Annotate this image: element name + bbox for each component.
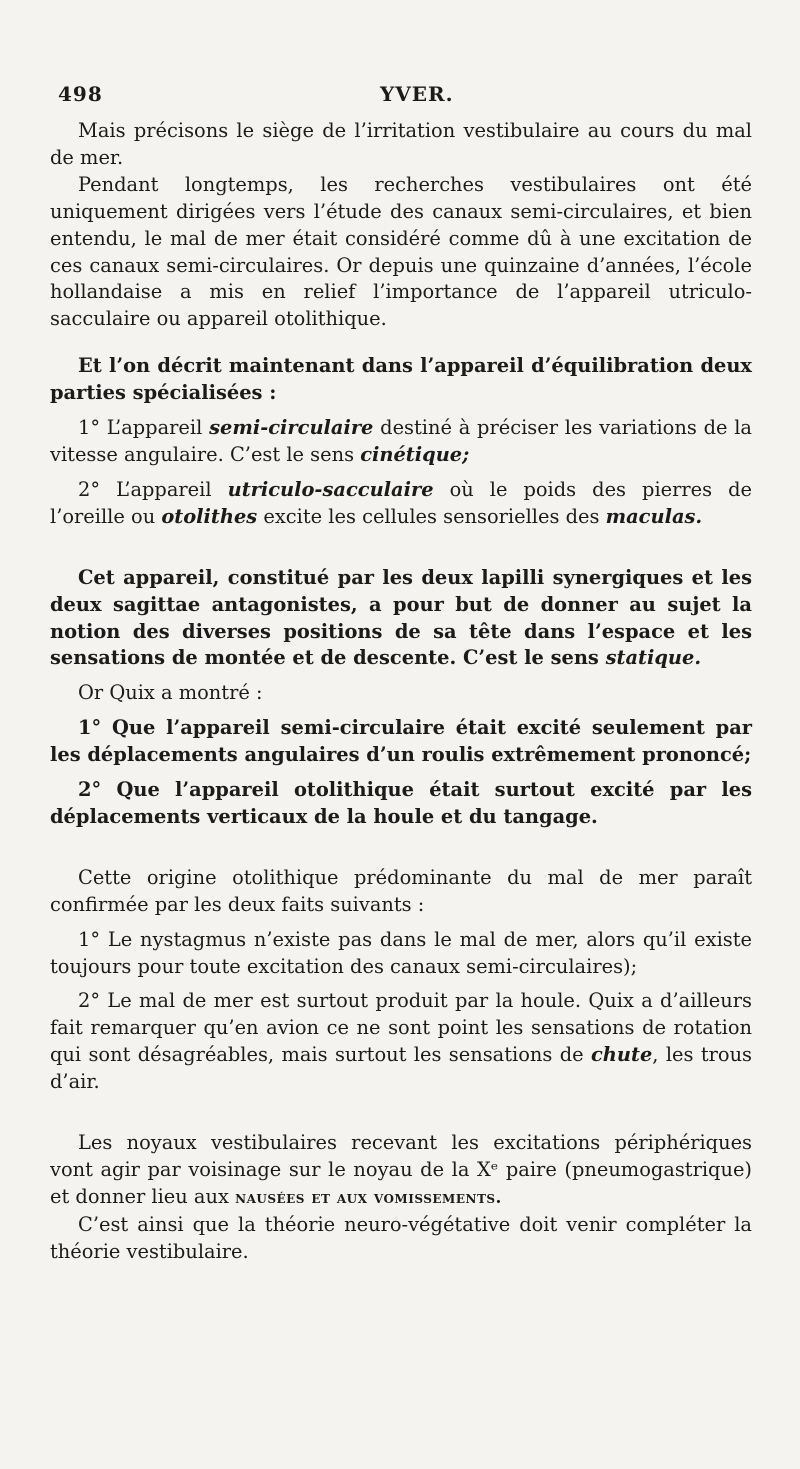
paragraph: C’est ainsi que la théorie neuro-végétative doit venir compléter la théorie vestibulaire.: [50, 1212, 752, 1263]
italic-term: utriculo-sacculaire: [227, 477, 434, 501]
paragraph: Cette origine otolithique prédominante du mal de mer paraît confirmée par les deux faits suivants :: [50, 865, 752, 916]
item-text: 2° L’appareil: [78, 477, 228, 501]
italic-term: statique.: [605, 646, 702, 670]
list-item: 1° Que l’appareil semi-circulaire était excité seulement par les déplacements angulaires d’un roulis extrêmement prononcé;: [50, 716, 752, 767]
running-title: YVER.: [380, 82, 454, 106]
small-caps-text: nausées et aux vomissements.: [235, 1187, 502, 1208]
paragraph: [50, 353, 752, 407]
item-text: excite les cellules sensorielles des: [257, 504, 606, 528]
list-item: [50, 988, 752, 1096]
list-item: 2° Que l’appareil otolithique était surtout excité par les déplacements verticaux de la houle et du tangage.: [50, 778, 752, 828]
list-item: [50, 415, 752, 469]
paragraph-text: Les noyaux vestibulaires recevant les excitations périphériques vont agir par voisinage sur le noyau de la Xᵉ paire (pneumogastrique) et donner lieu aux: [50, 1131, 752, 1208]
item-text: 1° L’appareil: [78, 416, 210, 440]
italic-term: semi-circulaire: [209, 416, 374, 440]
paragraph: [50, 565, 752, 673]
paragraph: Mais précisons le siège de l’irritation vestibulaire au cours du mal de mer.: [50, 119, 752, 169]
italic-term: chute: [590, 1043, 653, 1067]
item-text: où le poids des pierres de l’oreille ou: [50, 477, 753, 528]
body-text: [50, 118, 752, 1266]
paragraph-text: Cet appareil, constitué par les deux lapilli synergiques et les deux sagittae antagonistes, a pour but de donner au sujet la notion des diverses positions de sa tête dans l’espace et les sensations de montée et de descente. C’est le sens: [50, 565, 752, 670]
paragraph: [50, 1130, 752, 1212]
page-number: 498: [58, 82, 103, 106]
item-text: destiné à préciser les variations de la vitesse angulaire. C’est le sens: [50, 416, 752, 466]
item-text: 2° Le mal de mer est surtout produit par la houle. Quix a d’ailleurs fait remarquer qu’en avion ce ne sont point les sensations de rotation qui sont désagréables, mais surtout les sensations de: [50, 989, 752, 1067]
paragraph: Pendant longtemps, les recherches vestibulaires ont été uniquement dirigées vers l’étude des canaux semi-circulaires, et bien entendu, le mal de mer était considéré comme dû à une excitation de ces canaux semi-circulaires. Or depuis une quinzaine d’années, l’école hollandaise a mis en relief l’importance de l’appareil utriculo-sacculaire ou appareil otolithique.: [50, 172, 752, 331]
list-item: [50, 477, 752, 531]
list-item: 1° Le nystagmus n’existe pas dans le mal de mer, alors qu’il existe toujours pour toute excitation des canaux semi-circulaires);: [50, 927, 752, 978]
page-header: [58, 82, 740, 112]
paragraph: Or Quix a montré :: [78, 681, 263, 705]
italic-term: maculas.: [605, 504, 703, 528]
item-text: , les trous d’air.: [50, 1043, 753, 1094]
paragraph-text: Et l’on décrit maintenant dans l’appareil d’équilibration deux parties spécialisées :: [50, 354, 752, 405]
italic-term: cinétique;: [360, 442, 470, 466]
italic-term: otolithes: [161, 504, 258, 528]
